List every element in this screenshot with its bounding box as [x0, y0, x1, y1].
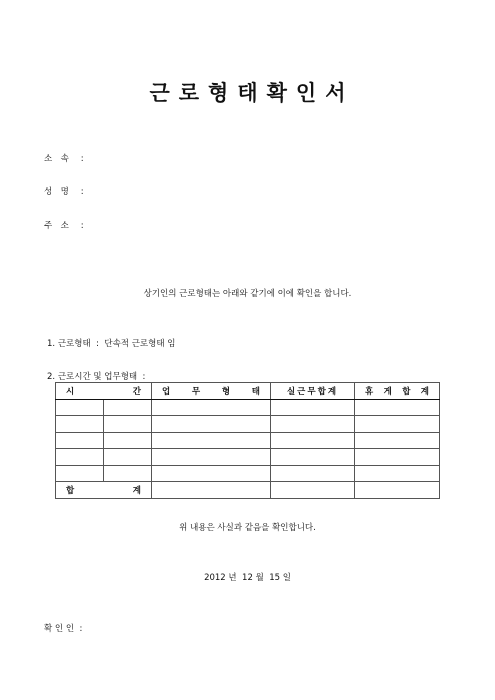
work-hours-table [55, 382, 440, 499]
table-row [56, 449, 440, 466]
table-cell[interactable] [56, 432, 104, 449]
table-cell[interactable] [104, 465, 152, 482]
item-work-type [47, 337, 175, 349]
confirm-statement: 위 내용은 사실과 같음을 확인합니다. [179, 523, 316, 533]
table-cell[interactable] [56, 449, 104, 466]
header-work-char-4: 태 [251, 386, 260, 397]
table-cell[interactable] [355, 416, 440, 433]
header-work-char-2: 무 [191, 386, 201, 397]
field-address-label: 주 소 [44, 221, 70, 231]
header-break-char-4: 계 [420, 386, 429, 397]
header-break-total [355, 383, 440, 400]
table-row [56, 416, 440, 433]
table-cell[interactable] [56, 416, 104, 433]
header-actual-text: 실근무합계 [286, 386, 339, 397]
table-cell[interactable] [104, 449, 152, 466]
date-year: 2012 [204, 573, 226, 583]
field-name-colon: : [80, 187, 84, 197]
table-cell[interactable] [355, 399, 440, 416]
total-char-2: 계 [132, 485, 141, 496]
table-cell[interactable] [355, 432, 440, 449]
document-title: 근로형태확인서 [149, 81, 355, 105]
table-cell[interactable] [152, 416, 271, 433]
table-cell[interactable] [104, 432, 152, 449]
table-cell[interactable] [355, 465, 440, 482]
intro-statement: 상기인의 근로형태는 아래와 같기에 이에 확인을 합니다. [143, 289, 352, 299]
field-name-label: 성 명 [44, 187, 70, 197]
date-day-unit: 일 [282, 573, 291, 583]
header-break-char-2: 게 [383, 386, 392, 397]
field-name [44, 185, 84, 197]
table-cell[interactable] [56, 399, 104, 416]
confirmer-colon: : [79, 624, 83, 634]
table-cell[interactable] [271, 432, 355, 449]
table-header-row [56, 383, 440, 400]
header-time-char-1: 시 [66, 386, 75, 397]
header-work-char-3: 형 [221, 386, 231, 397]
table-total-row [56, 482, 440, 499]
header-break-char-3: 합 [402, 386, 411, 397]
total-char-1: 합 [66, 485, 75, 496]
item-work-type-value: 단속적 근로형태 임 [104, 339, 176, 349]
date-month: 12 [242, 573, 253, 583]
table-cell[interactable] [271, 399, 355, 416]
header-time [56, 383, 152, 400]
item-hours-label: 근로시간 및 업무형태 [57, 372, 138, 382]
table-row [56, 432, 440, 449]
item-work-type-label: 근로형태 [57, 339, 91, 349]
table-cell[interactable] [104, 399, 152, 416]
table-row [56, 465, 440, 482]
confirmer-field [44, 622, 82, 634]
table-cell[interactable] [152, 482, 271, 499]
table-cell[interactable] [271, 465, 355, 482]
date-month-unit: 월 [255, 573, 264, 583]
date-day: 15 [269, 573, 281, 583]
field-affiliation-label: 소 속 [44, 154, 70, 164]
header-work-char-1: 업 [162, 386, 171, 397]
item-hours-number: 2. [47, 372, 56, 382]
field-affiliation-colon: : [80, 154, 84, 164]
table-cell[interactable] [56, 465, 104, 482]
confirmer-label: 확 인 인 [44, 624, 75, 634]
item-hours [47, 370, 145, 382]
item-work-type-colon: : [96, 339, 99, 349]
table-cell[interactable] [355, 482, 440, 499]
total-label [56, 482, 152, 499]
table-cell[interactable] [271, 482, 355, 499]
item-work-type-number: 1. [47, 339, 56, 349]
field-affiliation [44, 152, 84, 164]
table-cell[interactable] [152, 432, 271, 449]
date-year-unit: 년 [228, 573, 237, 583]
document-date [0, 571, 495, 583]
table-cell[interactable] [271, 449, 355, 466]
table-cell[interactable] [271, 416, 355, 433]
header-actual-total [271, 383, 355, 400]
table-cell[interactable] [104, 416, 152, 433]
field-address [44, 219, 84, 231]
table-cell[interactable] [152, 465, 271, 482]
header-break-char-1: 휴 [365, 386, 374, 397]
field-address-colon: : [80, 221, 84, 231]
table-cell[interactable] [152, 449, 271, 466]
header-work-type [152, 383, 271, 400]
item-hours-colon: : [142, 372, 146, 382]
table-cell[interactable] [355, 449, 440, 466]
header-time-char-2: 간 [132, 386, 141, 397]
table-cell[interactable] [152, 399, 271, 416]
table-row [56, 399, 440, 416]
